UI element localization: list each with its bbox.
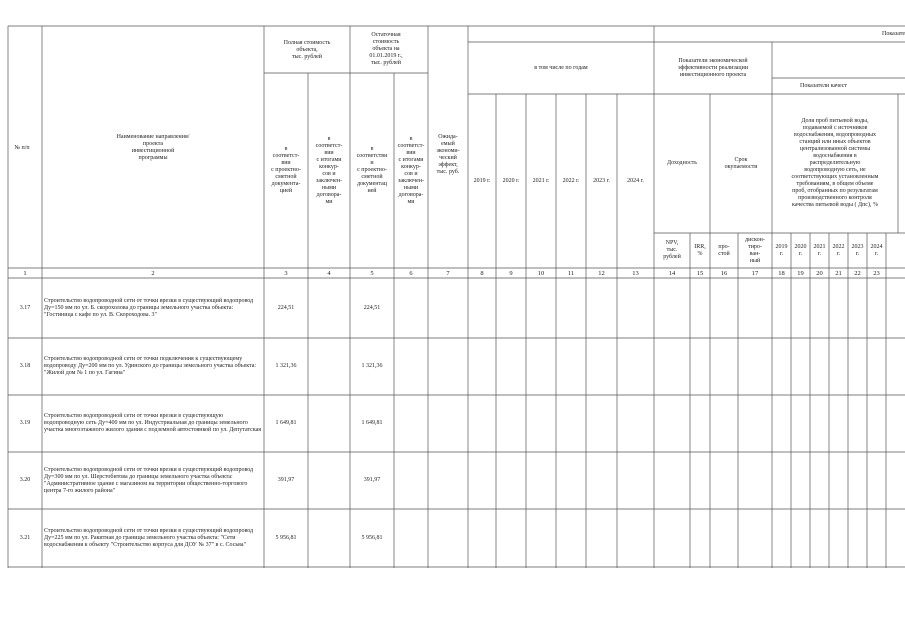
column-number: 14 [668,269,676,277]
header-year-2024: 2024 г. [627,177,644,184]
column-number: 18 [778,269,785,277]
header-quality-year: 2023 г. [851,243,864,257]
header-col5: в соответстви и с проектно- сметной документац ией [356,146,388,194]
header-water-quality: Доля проб питьевой воды, подаваемой с источников водоснабжения, водопроводных станций или иных объектов централизованной системы водоснабжения в распределительную водопроводную сеть, не соответствующих установленным требованиям, в общем объеме проб, отобранных по результатам производственного контроля качества питьевой воды ( Дпс), % [791,118,879,208]
row-residual-estimate: 391,97 [363,477,381,483]
row-name: Строительство водопроводной сети от точки врезки в существующий водопровод Ду=225 мм по ул. Ракитная до границы земельного участка объекта: "Сети водоснабжения к объекту "Строительство корпуса для ДОУ № 37" в с. Сосьва" [44,527,254,548]
column-number: 16 [720,269,728,277]
header-year-2020: 2020 г. [502,177,520,184]
row-cost-estimate: 1 321,36 [275,363,297,369]
row-name: Строительство водопроводной сети от точки подключения к существующему водопроводу Ду=200 мм по ул. Удинского до границы земельного участка объекта: "Жилой дом № 1 по ул. Гагина" [44,356,257,376]
column-number: 22 [854,269,861,277]
header-col6: в соответст- вии с итогами конкур- сов и заключен- ными договора- ми [397,135,425,205]
column-number: 15 [696,269,704,277]
header-payback: Срок окупаемости [724,156,758,170]
row-cost-estimate: 224,51 [277,304,295,311]
header-npv: NPV, тыс. рублей [663,240,681,260]
header-year-2021: 2021 г. [532,177,550,184]
column-number: 1 [23,269,27,277]
row-name: Строительство водопроводной сети от точки врезки в существующий водопровод Ду=300 мм по ул. Шерстобитова до границы земельного участка объекта: "Административное здание с магазином на территории общественно-торгового центра 7-го жилого района" [44,466,254,494]
header-col4: в соответст- вии с итогами конкур- сов и заключен- ными договора- ми [315,135,343,205]
header-profitability: Доходность [667,160,697,166]
header-quality-year: 2022 г. [832,243,845,257]
column-number: 23 [873,269,880,277]
row-residual-estimate: 224,51 [363,304,381,311]
column-number: 13 [632,269,639,277]
column-number: 9 [509,269,513,277]
header-col3: в соответст- вии с проектно- сметной документа- цией [271,146,301,194]
row-cost-estimate: 5 956,81 [275,534,297,541]
header-year-2019: 2019 г. [473,177,491,184]
column-number: 6 [409,269,413,277]
column-number: 12 [598,269,605,277]
row-name: Строительство водопроводной сети от точки врезки в существующую водопроводную сеть Ду=400 мм по ул. Индустриальная до границы земельного участка многоэтажного жилого здания с подземной автостоянкой по ул. Депутатская [44,413,262,433]
header-name: Наименование направления/ проекта инвестиционной программы [116,134,190,161]
header-quality-year: 2020 г. [794,243,807,257]
header-expected-effect: Ожида- емый экономи- ческий эффект, тыс. руб. [436,134,460,175]
column-number: 8 [480,269,484,277]
header-quality-year: 2024 г. [870,243,883,257]
column-number: 17 [751,269,759,277]
column-number: 2 [151,269,155,277]
row-number: 3.20 [19,477,31,483]
header-simple: про- стой [718,243,730,257]
column-number: 11 [567,269,575,277]
header-irr: IRR, % [694,243,706,257]
row-residual-estimate: 5 956,81 [361,534,383,541]
header-full-cost: Полная стоимость объекта, тыс. рублей [283,40,331,60]
column-number: 10 [537,269,545,277]
column-number: 5 [370,269,374,277]
column-number: 3 [284,269,288,277]
header-econ-eff: Показатели экономической эффективности реализации инвестиционного проекта [677,57,749,78]
header-quality: Показатели качест [800,82,848,89]
header-by-years: в том числе по годам [534,64,588,71]
row-cost-estimate: 391,97 [277,477,295,483]
column-number: 19 [797,269,804,277]
header-residual-cost: Остаточная стоимость объекта на 01.01.2019 г., тыс. рублей [369,32,403,66]
header-year-2023: 2023 г. [593,177,610,184]
header-quality-year: 2021 г. [813,243,826,257]
column-number: 21 [835,269,842,277]
header-year-2022: 2022 г. [562,177,580,184]
row-residual-estimate: 1 321,36 [361,363,383,369]
row-number: 3.21 [19,534,31,541]
row-number: 3.17 [19,304,31,311]
row-number: 3.19 [19,420,31,426]
header-discounted: дискон- тиро- ван- ный [745,236,765,264]
column-number: 4 [327,269,331,277]
column-number: 7 [446,269,450,277]
row-number: 3.18 [19,363,31,369]
row-residual-estimate: 1 649,81 [361,420,383,426]
column-number: 20 [816,269,823,277]
row-cost-estimate: 1 649,81 [275,420,297,426]
row-name: Строительство водопроводной сети от точки врезки в существующий водопровод Ду=150 мм по ул. Б. скорохолова до границы земельного участка объекта: "Гостиница с кафе по ул. В. Скороходова. 3" [44,297,254,318]
header-num: № п/п [14,144,30,151]
header-indicators: Показате [882,30,905,37]
header-quality-year: 2019 г. [775,243,788,257]
